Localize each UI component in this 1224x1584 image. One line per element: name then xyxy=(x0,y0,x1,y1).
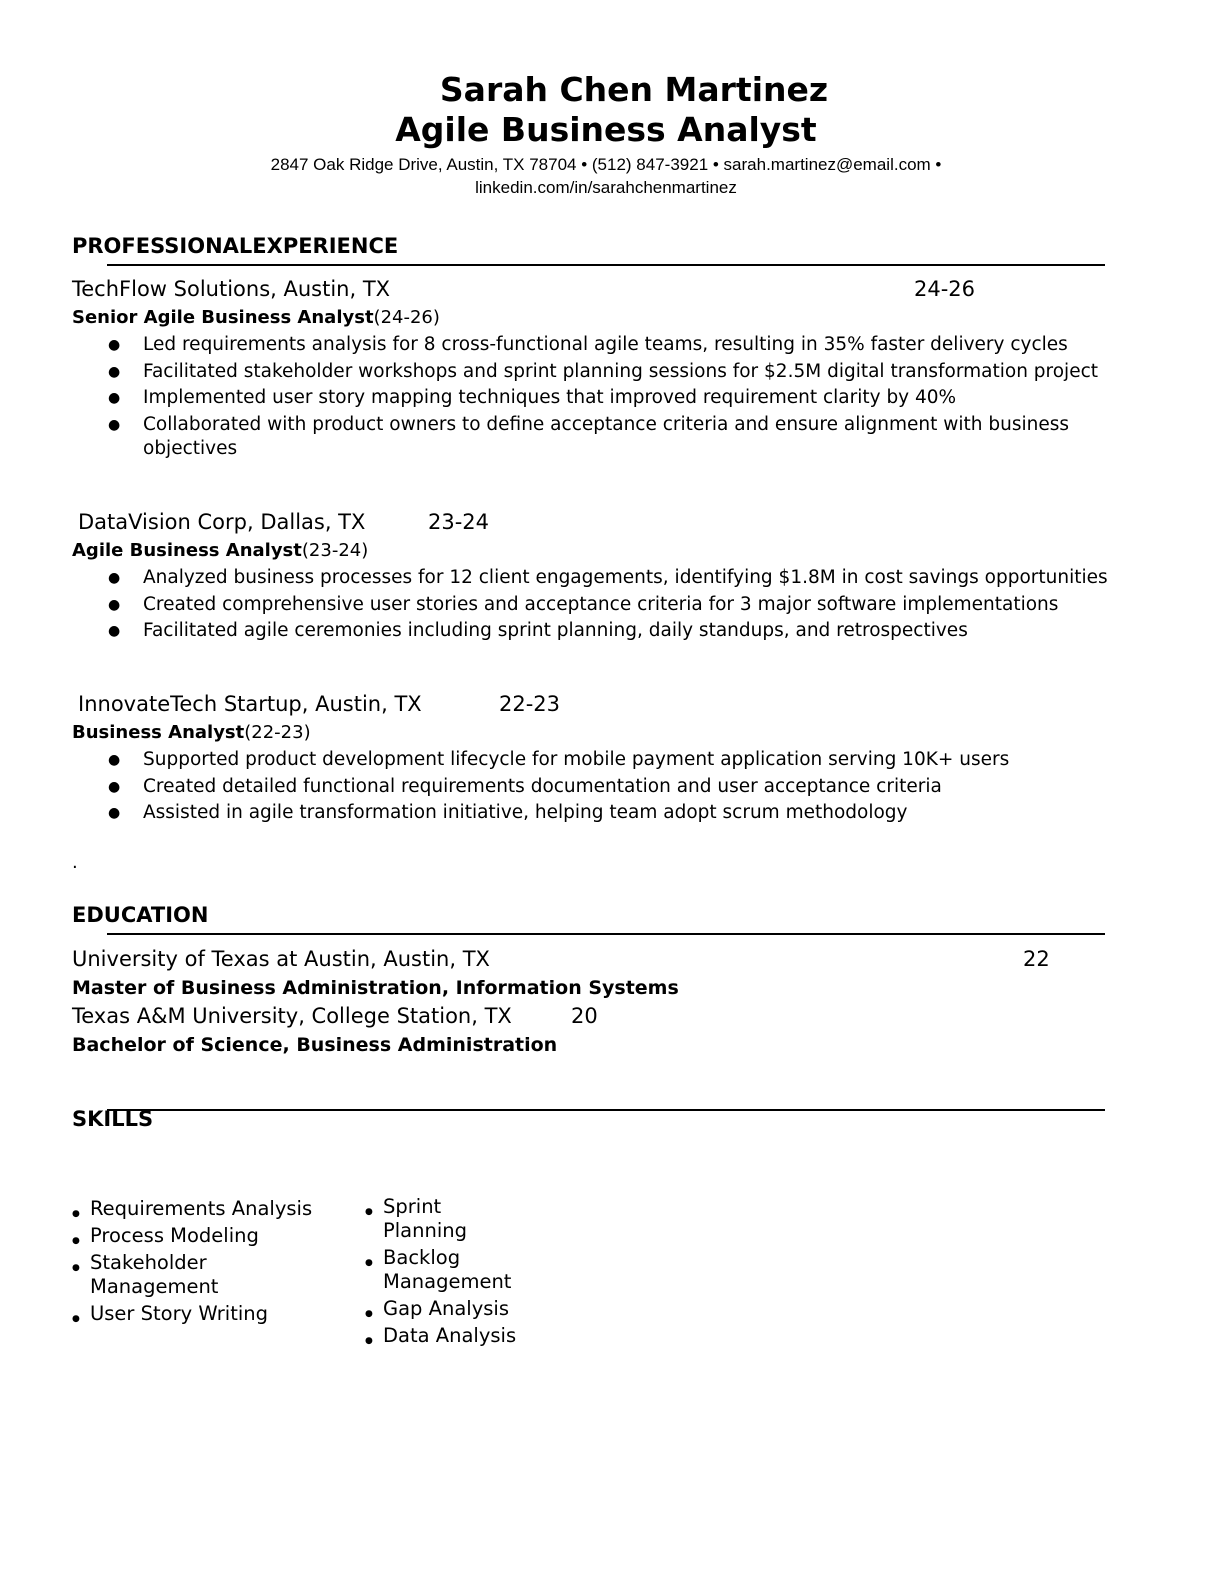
skill-item: ● Stakeholder Management xyxy=(72,1251,240,1299)
list-item: ● Analyzed business processes for 12 client engagements, identifying $1.8M in cost savings opportunities xyxy=(106,566,1166,590)
list-item: ● Implemented user story mapping techniques that improved requirement clarity by 40% xyxy=(106,386,1166,410)
job-title: Agile Business Analyst xyxy=(395,110,817,149)
role-dates: (23-24) xyxy=(301,540,369,561)
linkedin-url: linkedin.com/in/sarahchenmartinez xyxy=(475,178,737,197)
skill-item: ● Gap Analysis xyxy=(365,1297,535,1321)
job-role xyxy=(72,307,440,328)
role-dates: (24-26) xyxy=(373,307,440,328)
list-item: ● Facilitated agile ceremonies including sprint planning, daily standups, and retrospectives xyxy=(106,619,1166,643)
role-title: Senior Agile Business Analyst xyxy=(72,307,374,328)
list-item: ● Supported product development lifecycle for mobile payment application serving 10K+ users xyxy=(106,748,1166,772)
job-dates: 22-23 xyxy=(499,692,561,716)
job-dates: 24-26 xyxy=(914,277,976,301)
list-item: ● Created comprehensive user stories and acceptance criteria for 3 major software implementations xyxy=(106,593,1166,617)
role-title: Agile Business Analyst xyxy=(72,540,302,561)
section-divider xyxy=(107,1109,1105,1111)
section-divider xyxy=(107,933,1105,935)
experience-heading: PROFESSIONALEXPERIENCE xyxy=(72,234,399,258)
school-name: University of Texas at Austin, Austin, TX xyxy=(72,947,490,971)
skills-column-1 xyxy=(72,1197,332,1329)
job-role xyxy=(72,722,311,743)
skill-item: ● Requirements Analysis xyxy=(72,1197,332,1221)
list-item: ● Collaborated with product owners to define acceptance criteria and ensure alignment with business objectives xyxy=(106,413,1166,461)
list-item: ● Led requirements analysis for 8 cross-functional agile teams, resulting in 35% faster delivery cycles xyxy=(106,333,1166,357)
degree: Bachelor of Science, Business Administration xyxy=(72,1034,558,1056)
skill-item: ● Sprint Planning xyxy=(365,1195,483,1243)
skills-heading: SKILLS xyxy=(72,1107,154,1131)
skill-item: ● User Story Writing xyxy=(72,1302,332,1326)
role-dates: (22-23) xyxy=(244,722,311,743)
school-dates: 22 xyxy=(1023,947,1050,971)
job-bullets xyxy=(106,748,1166,828)
list-item: ● Assisted in agile transformation initiative, helping team adopt scrum methodology xyxy=(106,801,1166,825)
job-company: TechFlow Solutions, Austin, TX xyxy=(72,277,391,301)
skill-item: ● Process Modeling xyxy=(72,1224,332,1248)
degree: Master of Business Administration, Information Systems xyxy=(72,977,679,999)
job-dates: 23-24 xyxy=(428,510,490,534)
role-title: Business Analyst xyxy=(72,722,245,743)
job-bullets xyxy=(106,566,1166,646)
skills-column-2 xyxy=(365,1195,535,1351)
list-item: ● Created detailed functional requirements documentation and user acceptance criteria xyxy=(106,775,1166,799)
candidate-name: Sarah Chen Martinez xyxy=(439,70,829,109)
stray-period: . xyxy=(72,852,78,873)
section-divider xyxy=(107,264,1105,266)
school-name: Texas A&M University, College Station, TX xyxy=(72,1004,512,1028)
job-role xyxy=(72,540,368,561)
job-company: DataVision Corp, Dallas, TX xyxy=(78,510,366,534)
skill-item: ● Backlog Management xyxy=(365,1246,533,1294)
contact-line: 2847 Oak Ridge Drive, Austin, TX 78704 • (512) 847-3921 • sarah.martinez@email.com • xyxy=(270,155,942,174)
school-dates: 20 xyxy=(571,1004,598,1028)
skill-item: ● Data Analysis xyxy=(365,1324,535,1348)
job-bullets xyxy=(106,333,1166,463)
job-company: InnovateTech Startup, Austin, TX xyxy=(78,692,422,716)
list-item: ● Facilitated stakeholder workshops and sprint planning sessions for $2.5M digital transformation project xyxy=(106,360,1166,384)
education-heading: EDUCATION xyxy=(72,903,209,927)
